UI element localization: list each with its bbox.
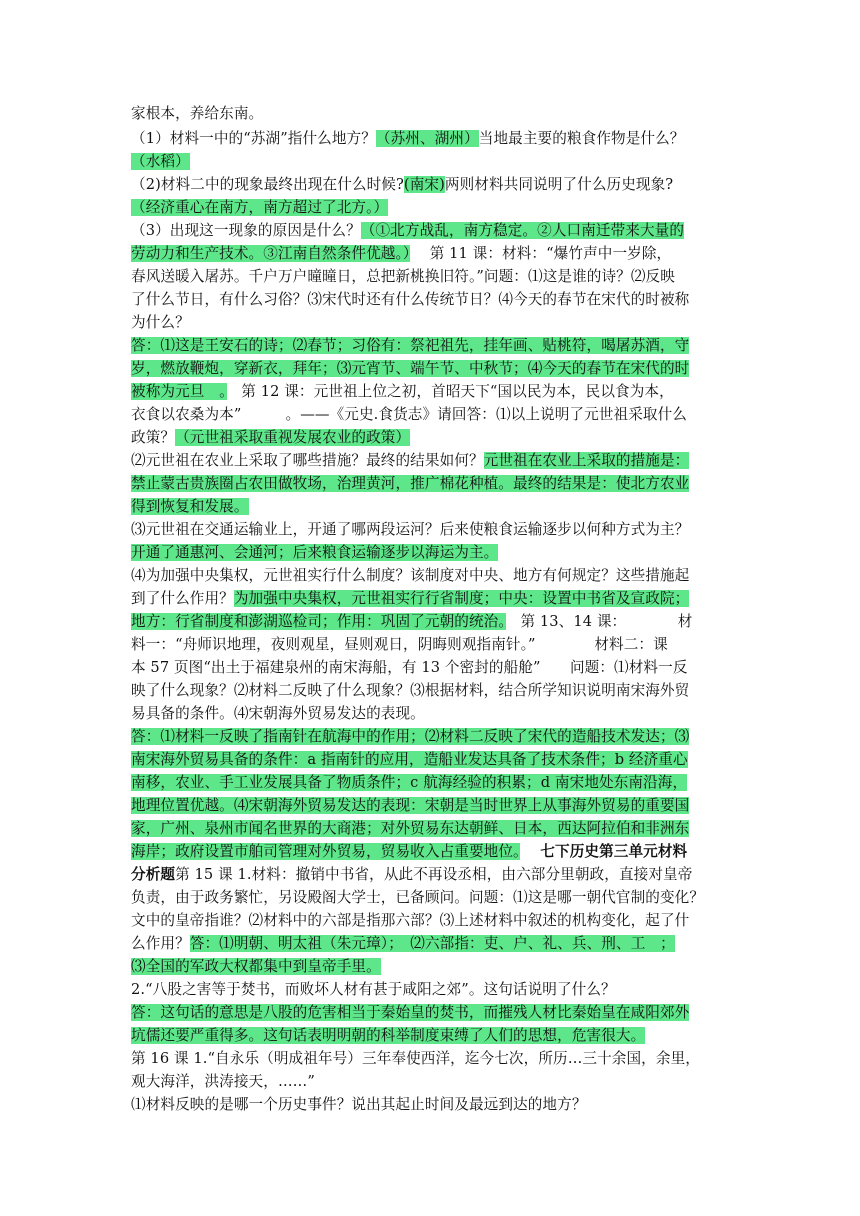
highlighted-answer-text: 地方：行省制度和澎湖巡检司；作用：巩固了元朝的统治。 [131,613,506,630]
highlighted-answer-text: 劳动力和生产技术。③江南自然条件优越。） [131,245,411,262]
text-line [131,1070,315,1094]
text-segment: 两则材料共同说明了什么历史现象? [444,176,674,193]
text-segment: 负责，由于政务繁忙，另设殿阁大学士，已备顾问。问题：⑴这是哪一朝代官制的变化？ [131,889,705,906]
text-line [131,886,704,910]
highlighted-answer-text: 得到恢复和发展。 [131,498,249,515]
text-segment: 当地最主要的粮食作物是什么？ [478,130,685,147]
highlighted-answer-text: （苏州、湖州） [375,130,479,147]
text-segment: 七下历史第三单元材料 [520,843,688,860]
text-segment: 料一：“舟师识地理，夜则观星，昼则观日，阴晦则观指南针。” 材料二：课 [131,636,668,653]
text-line [131,840,687,864]
text-line [131,541,498,565]
text-line [131,173,673,197]
text-segment: 映了什么现象？⑵材料二反映了什么现象？⑶根据材料，结合所学知识说明南宋海外贸 [131,682,690,699]
text-line [131,127,685,151]
text-segment: 本 57 页图“出土于福建泉州的南宋海船，有 13 个密封的船舱” 问题：⑴材料一反 [131,659,688,676]
text-segment: 第 13、14 课： 材 [505,613,693,630]
highlighted-answer-text: 海岸；政府设置市舶司管理对外贸易，贸易收入占重要地位。 [131,843,521,860]
text-segment: ⑷为加强中央集权，元世祖实行什么制度？该制度对中央、地方有何规定？这些措施起 [131,567,690,584]
highlighted-answer-text: 为加强中央集权，元世祖实行行省制度；中央：设置中书省及宣政院； [233,590,690,607]
text-line [131,978,616,1002]
text-line [131,863,692,887]
text-segment: 第 16 课 1.“自永乐（明成祖年号）三年奉使西洋，迄今七次，所历…三十余国，余里， [131,1050,700,1067]
text-line [131,150,190,174]
text-line [131,357,689,381]
text-line [131,196,388,220]
text-line [131,449,689,473]
text-line [131,909,689,933]
text-segment: 了什么节日，有什么习俗？⑶宋代时还有什么传统节日？⑷今天的春节在宋代的时被称 [131,291,690,308]
text-segment: （1）材料一中的“苏湖”指什么地方？ [131,130,376,147]
text-line [131,242,671,266]
text-segment: 春风送暖入屠苏。千户万户曈曈日，总把新桃换旧符。”问题：⑴这是谁的诗？⑵反映 [131,268,675,285]
text-line [131,932,675,956]
highlighted-answer-text: 地理位置优越。⑷宋朝海外贸易发达的表现：宋朝是当时世界上从事海外贸易的重要国 [131,797,690,814]
highlighted-answer-text: 答：⑴材料一反映了指南针在航海中的作用；⑵材料二反映了宋代的造船技术发达；⑶ [131,728,690,745]
text-segment: ⑵元世祖在农业上采取了哪些措施？最终的结果如何？ [131,452,484,469]
text-line [131,403,687,427]
highlighted-answer-text: (南宋) [403,176,445,193]
text-segment: ⑴材料反映的是哪一个历史事件？说出其起止时间及最远到达的地方？ [131,1096,587,1113]
text-segment: 第 15 课 1.材料：撤销中书省，从此不再设丞相，由六部分里朝政，直接对皇帝 [175,866,693,883]
text-line [131,725,689,749]
text-line [131,472,689,496]
text-line [131,102,263,126]
text-line [131,1001,689,1025]
text-line [131,265,675,289]
highlighted-answer-text: 岁，燃放鞭炮，穿新衣，拜年；⑶元宵节、端午节、中秋节；⑷今天的春节在宋代的时 [131,360,690,377]
text-segment: （3）出现这一现象的原因是什么？ [131,222,361,239]
text-line [131,518,689,542]
text-segment: 为什么？ [131,314,190,331]
text-line [131,656,688,680]
highlighted-answer-text: （①北方战乱，南方稳定。②人口南迁带来大量的 [360,222,685,239]
highlighted-answer-text: （经济重心在南方，南方超过了北方。） [131,199,389,216]
highlighted-answer-text: 禁止蒙古贵族圈占农田做牧场，治理黄河，推广棉花种植。最终的结果是：使北方农业 [131,475,690,492]
text-line [131,495,249,519]
text-segment: 衣食以农桑为本” 。——《元史.食货志》请回答：⑴以上说明了元世祖采取什么 [131,406,687,423]
text-segment: 观大海洋，洪涛接天，……” [131,1073,315,1090]
text-segment: （2)材料二中的现象最终出现在什么时候? [131,176,404,193]
text-line [131,633,668,657]
text-line [131,288,689,312]
text-line [131,1047,700,1071]
highlighted-answer-text: 元世祖在农业上采取的措施是： [483,452,690,469]
text-line [131,311,190,335]
text-line [131,1093,587,1117]
text-segment: 分析题 [131,866,176,883]
text-line [131,702,425,726]
highlighted-answer-text: 答：⑴明朝、明太祖（朱元璋）； ⑵六部指：吏、户、礼、兵、刑、工 ； [189,935,675,952]
text-segment: 易具备的条件。⑷宋朝海外贸易发达的表现。 [131,705,425,722]
text-line [131,794,689,818]
highlighted-answer-text: 被称为元旦 。 [131,383,227,400]
text-line [131,587,689,611]
highlighted-answer-text: 南移，农业、手工业发展具备了物质条件；c 航海经验的积累；d 南宋地处东南沿海， [131,774,688,791]
text-line [131,610,692,634]
text-line [131,817,689,841]
text-line [131,564,689,588]
text-line [131,380,674,404]
text-segment: 文中的皇帝指谁？⑵材料中的六部是指那六部？⑶上述材料中叙述的机构变化，起了什 [131,912,690,929]
text-line [131,679,689,703]
text-segment: 到了什么作用？ [131,590,234,607]
text-line [131,748,688,772]
highlighted-answer-text: （水稻） [131,153,190,170]
highlighted-answer-text: 答：这句话的意思是八股的危害相当于秦始皇的焚书，而摧残人材比秦始皇在咸阳郊外 [131,1004,690,1021]
text-line [131,219,684,243]
text-line [131,1024,645,1048]
text-segment: 么作用？ [131,935,190,952]
highlighted-answer-text: 家，广州、泉州市闻名世界的大商港；对外贸易东达朝鲜、日本，西达阿拉伯和非洲东 [131,820,690,837]
highlighted-answer-text: 答：⑴这是王安石的诗；⑵春节；习俗有：祭祀祖先，挂年画、贴桃符，喝屠苏酒，守 [131,337,690,354]
highlighted-answer-text: 南宋海外贸易具备的条件：a 指南针的应用，造船业发达具备了技术条件；b 经济重心 [131,751,688,768]
text-line [131,955,381,979]
text-segment: ⑶元世祖在交通运输业上，开通了哪两段运河？后来使粮食运输逐步以何种方式为主？ [131,521,690,538]
text-line [131,426,410,450]
text-line [131,334,689,358]
text-segment: 政策？ [131,429,176,446]
text-segment: 第 11 课：材料：“爆竹声中一岁除， [410,245,672,262]
highlighted-answer-text: 坑儒还要严重得多。这句话表明明朝的科举制度束缚了人们的思想，危害很大。 [131,1027,646,1044]
text-segment: 第 12 课：元世祖上位之初，首昭天下“国以民为本，民以食为本， [226,383,674,400]
highlighted-answer-text: （元世祖采取重视发展农业的政策） [175,429,411,446]
highlighted-answer-text: ⑶全国的军政大权都集中到皇帝手里。 [131,958,381,975]
text-segment: 家根本，养给东南。 [131,105,264,122]
text-segment: 2.“八股之害等于焚书，而败坏人材有甚于咸阳之郊”。这句话说明了什么？ [131,981,616,998]
highlighted-answer-text: 开通了通惠河、会通河；后来粮食运输逐步以海运为主。 [131,544,499,561]
text-line [131,771,687,795]
